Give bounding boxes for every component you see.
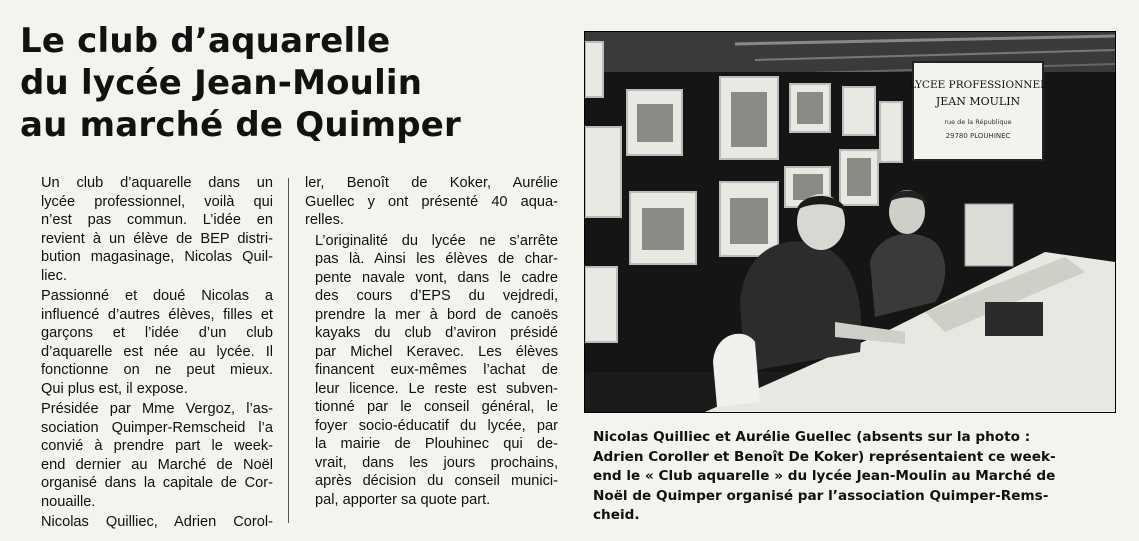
text-line: prendre la mer à bord de canoës [315,306,558,323]
text-line: d’aquarelle est née au lycée. Il [41,343,273,360]
text-line: pente navale vont, dans le cadre [315,269,558,286]
article-column-1 [31,174,273,534]
sign-line: rue de la République [944,118,1012,126]
paragraph [31,400,273,511]
sign-line: LYCEE PROFESSIONNEL [908,79,1048,91]
text-line: par Michel Keravec. Les élèves [315,343,558,360]
caption-line: Nicolas Quilliec et Aurélie Guellec (absents sur la photo : [593,429,1031,445]
text-line: garçons et l’idée d’un club [41,325,273,341]
text-line: sociation Quimper-Remscheid l’a [41,419,273,436]
text-line: revient à un élève de BEP distri- [41,230,273,247]
text-line: bution magasinage, Nicolas Quil- [41,249,273,265]
text-line: après décision du conseil munici- [315,473,558,489]
column-divider [288,178,289,523]
text-line: leur licence. Le reste est subven- [315,380,558,397]
text-line: Guellec y ont présenté 40 aqua- [305,193,558,210]
caption-line: cheid. [593,507,640,523]
article-photo [584,31,1116,413]
text-line: n’est pas commun. L’idée en [41,212,273,228]
text-line: fonctionne on ne peut mieux. [41,362,273,378]
text-line: pas là. Ainsi les élèves de char- [315,251,558,267]
text-line: Passionné et doué Nicolas a [41,288,273,304]
text-line: financent eux-mêmes l’achat de [315,362,558,378]
text-line: lycée professionnel, voilà qui [41,193,273,210]
text-line: tionné par le conseil général, le [315,399,558,415]
text-line: foyer socio-éducatif du lycée, par [315,417,558,434]
text-line: ler, Benoît de Koker, Aurélie [305,175,558,191]
paragraph [31,287,273,398]
headline-line: du lycée Jean-Moulin [20,63,423,103]
photo-computer [965,204,1013,266]
text-line: influencé d’autres élèves, filles et [41,306,273,323]
text-line: L’originalité du lycée ne s’arrête [315,232,558,249]
text-line: nouaille. [41,493,96,510]
paragraph [31,513,273,532]
article-column-2 [305,174,558,511]
text-line: Un club d’aquarelle dans un [41,175,273,191]
headline-line: Le club d’aquarelle [20,21,391,61]
sign-line: 29780 PLOUHINEC [945,132,1011,140]
photo-chair [713,334,760,407]
text-line: relles. [305,212,344,228]
text-line: la mairie de Plouhinec qui de- [315,436,558,452]
text-line: liec. [41,267,67,284]
paragraph [31,174,273,285]
photo-caption [593,428,1118,526]
text-line: organisé dans la capitale de Cor- [41,475,273,491]
text-line: Présidée par Mme Vergoz, l’as- [41,401,273,417]
text-line: des cours d’EPS du vejdredi, [315,288,558,304]
paragraph [305,174,558,230]
headline-line: au marché de Quimper [20,105,461,145]
text-line: kayaks du club d’aviron présidé [315,325,558,341]
text-line: Nicolas Quilliec, Adrien Corol- [41,514,273,530]
caption-line: Noël de Quimper organisé par l’association Quimper-Rems- [593,487,1049,504]
paragraph [305,232,558,510]
text-line: pal, apporter sa quote part. [315,491,491,508]
text-line: end dernier au Marché de Noël [41,456,273,473]
sign-line: JEAN MOULIN [935,95,1021,108]
text-line: convié à prendre part le week- [41,438,273,454]
photo-box [985,302,1043,336]
caption-line: Adrien Coroller et Benoît De Koker) représentaient ce week- [593,448,1056,465]
caption-line: end le « Club aquarelle » du lycée Jean-Moulin au Marché de [593,468,1056,484]
photo-illustration [585,32,1115,412]
headline [20,20,560,146]
text-line: vrait, dans les jours prochains, [315,454,558,471]
school-sign [909,62,1047,160]
text-line: Qui plus est, il expose. [41,380,188,397]
